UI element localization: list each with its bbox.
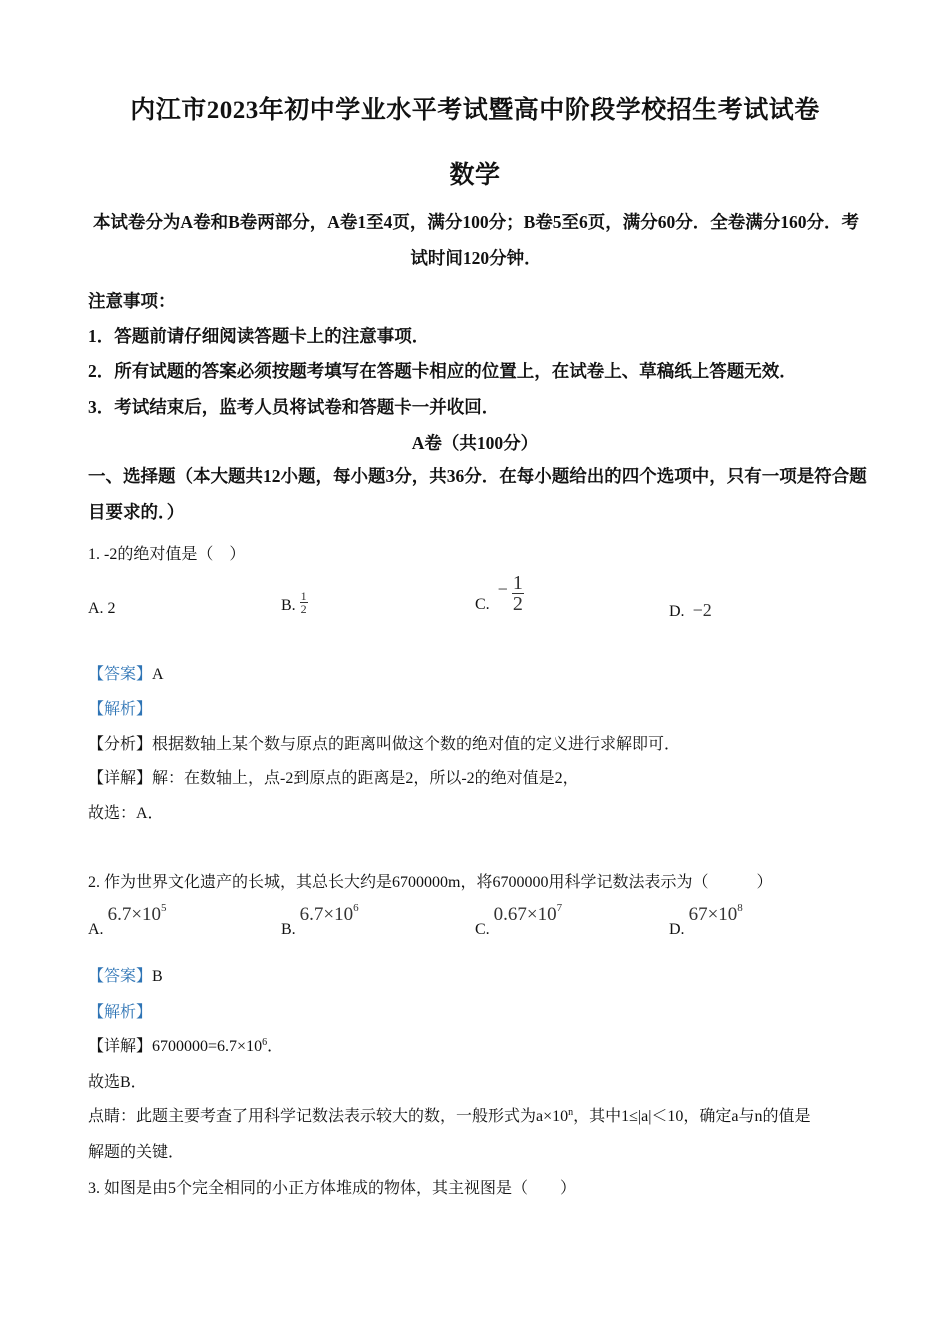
- section-a-heading: A卷（共100分）: [411, 433, 539, 453]
- q2-xiangjie: [88, 1033, 283, 1056]
- q2-option-a: [88, 902, 167, 939]
- q2-dianjing-continued: 解题的关键．: [88, 1144, 185, 1161]
- q1-xiangjie-tag: 【详解】: [88, 770, 153, 787]
- q2-option-a-base: 6.7×10: [107, 904, 162, 925]
- q2-answer-tag: 【答案】: [88, 968, 153, 985]
- q1-option-b: [281, 590, 308, 615]
- q1-answer: [88, 661, 164, 684]
- q2-option-c: [475, 902, 562, 939]
- q1-option-d-value: −2: [692, 600, 712, 620]
- q2-option-a-label: A.: [88, 921, 104, 938]
- q1-option-d: [669, 600, 712, 621]
- q1-option-b-denominator: 2: [300, 602, 307, 616]
- part-one-heading: 一、选择题（本大题共12小题，每小题3分，共36分．在每小题给出的四个选项中，只有一项是符合题目要求的．）: [88, 466, 867, 522]
- q2-option-a-exponent: 5: [161, 902, 167, 914]
- q1-option-d-label: D.: [669, 603, 685, 620]
- notes-heading: 注意事项：: [88, 291, 176, 311]
- q1-choice: 故选：A．: [88, 805, 164, 822]
- q1-answer-value: A: [152, 666, 164, 683]
- q2-xiangjie-end: ．: [267, 1038, 284, 1055]
- q2-option-b: [281, 902, 359, 939]
- q2-option-b-exponent: 6: [353, 902, 359, 914]
- q1-option-c-denominator: 2: [512, 593, 523, 615]
- q2-option-d-base: 67×10: [688, 904, 738, 925]
- note-item-3: 3．考试结束后，监考人员将试卷和答题卡一并收回．: [88, 397, 500, 417]
- q2-dianjing-part-a: 点睛：此题主要考查了用科学记数法表示较大的数，一般形式为a×10: [88, 1108, 569, 1125]
- q1-fenxi-tag: 【分析】: [88, 736, 153, 753]
- q1-option-c: [475, 573, 524, 614]
- q2-option-d-value: [689, 904, 743, 925]
- exam-intro: 本试卷分为A卷和B卷两部分，A卷1至4页，满分100分；B卷5至6页，满分60分．全卷满分160分．考试时间120分钟．: [92, 212, 860, 268]
- exam-title: 内江市2023年初中学业水平考试暨高中阶段学校招生考试试卷: [130, 97, 820, 124]
- q1-option-c-numerator: 1: [512, 572, 523, 594]
- q2-option-d: [669, 902, 743, 939]
- q2-answer: [88, 963, 163, 986]
- q1-option-c-sign: −: [497, 579, 508, 600]
- q1-xiangjie: [88, 765, 579, 788]
- q2-answer-value: B: [152, 968, 163, 985]
- q1-fenxi: [88, 731, 680, 754]
- q2-dianjing-part-b: ，其中1≤|a|＜10，确定a与n的值是: [573, 1108, 811, 1125]
- q2-option-c-value: [494, 904, 562, 925]
- q2-option-d-exponent: 8: [737, 902, 743, 914]
- q1-option-b-fraction: [300, 590, 308, 615]
- q2-choice: 故选B．: [88, 1074, 147, 1091]
- q2-stem: 2. 作为世界文化遗产的长城，其总长大约是6700000m，将6700000用科学记数法表示为（ ）: [88, 874, 773, 891]
- q1-answer-tag: 【答案】: [88, 666, 153, 683]
- q1-option-c-fraction: [512, 573, 524, 614]
- q2-option-c-base: 0.67×10: [493, 904, 557, 925]
- subject-title: 数学: [449, 162, 501, 189]
- q2-option-b-label: B.: [281, 921, 296, 938]
- q2-option-b-value: [300, 904, 359, 925]
- q2-xiangjie-base: 6700000=6.7×10: [152, 1038, 263, 1055]
- q2-dianjing: [88, 1103, 811, 1126]
- note-item-2: 2．所有试题的答案必须按题考填写在答题卡相应的位置上，在试卷上、草稿纸上答题无效．: [88, 361, 797, 381]
- q2-dianjing-exponent: n: [568, 1107, 574, 1118]
- q2-option-b-base: 6.7×10: [299, 904, 354, 925]
- q1-option-b-label: B.: [281, 597, 296, 615]
- q1-stem: 1. -2的绝对值是（ ）: [88, 546, 246, 563]
- q1-option-b-numerator: 1: [300, 589, 307, 603]
- q1-fenxi-text: 根据数轴上某个数与原点的距离叫做这个数的绝对值的定义进行求解即可．: [152, 736, 681, 753]
- q1-option-c-label: C.: [475, 596, 490, 614]
- note-item-1: 1．答题前请仔细阅读答题卡上的注意事项．: [88, 326, 430, 346]
- q2-option-d-label: D.: [669, 921, 685, 938]
- q2-option-c-exponent: 7: [556, 902, 563, 914]
- q2-analysis-tag: 【解析】: [88, 1004, 153, 1021]
- q2-option-a-value: [108, 904, 167, 925]
- q2-xiangjie-exponent: 6: [262, 1037, 268, 1048]
- q1-analysis-tag: 【解析】: [88, 701, 153, 718]
- q2-xiangjie-tag: 【详解】: [88, 1038, 153, 1055]
- q2-option-c-label: C.: [475, 921, 490, 938]
- q1-option-a: A. 2: [88, 600, 116, 617]
- q1-xiangjie-text: 解：在数轴上，点-2到原点的距离是2，所以-2的绝对值是2，: [152, 770, 579, 787]
- q3-stem: 3. 如图是由5个完全相同的小正方体堆成的物体，其主视图是（ ）: [88, 1180, 577, 1197]
